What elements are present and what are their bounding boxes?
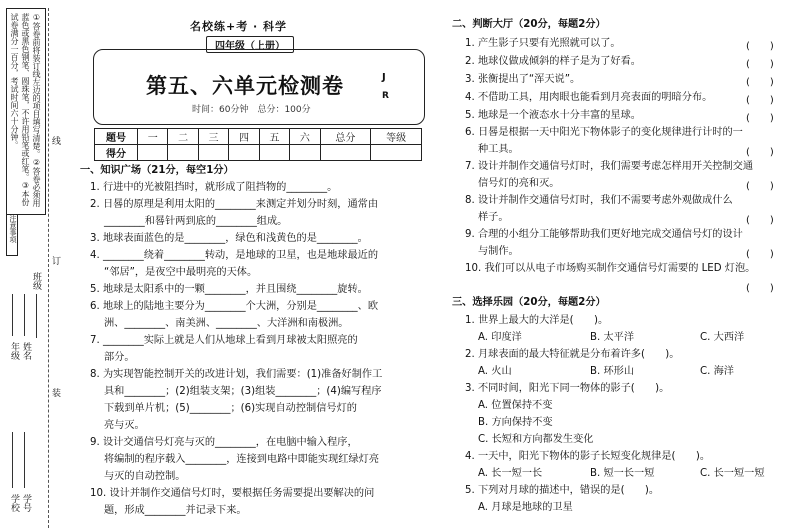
section3-title: 三、选择乐园（20分，每题2分） bbox=[452, 297, 606, 308]
list-item: 样子。 bbox=[478, 212, 509, 223]
answer-paren[interactable]: ( ) bbox=[746, 147, 774, 158]
list-item: 7. ________实际上就是人们从地球上看到月球被太阳照亮的 bbox=[90, 335, 358, 346]
list-item: 2. 日晷的原理是利用太阳的________来测定并划分时刻，通常由 bbox=[90, 199, 379, 210]
question: 2. 月球表面的最大特征就是分布着许多( )。 bbox=[465, 349, 680, 360]
side-mark-j: J bbox=[382, 72, 386, 83]
option[interactable]: C. 长一短一短 bbox=[700, 468, 765, 479]
notice-box bbox=[6, 8, 46, 215]
question: 1. 世界上最大的大洋是( )。 bbox=[465, 315, 609, 326]
answer-paren[interactable]: ( ) bbox=[746, 249, 774, 260]
table-cell: 三 bbox=[198, 129, 228, 145]
answer-paren[interactable]: ( ) bbox=[746, 95, 774, 106]
grade-tag: 四年级（上册） bbox=[206, 36, 294, 53]
option[interactable]: A. 位置保持不变 bbox=[478, 400, 553, 411]
answer-paren[interactable]: ( ) bbox=[746, 113, 774, 124]
score-table bbox=[94, 128, 422, 161]
page-title: 第五、六单元检测卷 bbox=[146, 74, 344, 98]
id-label: 学号 bbox=[21, 494, 31, 512]
option[interactable]: C. 长短和方向都发生变化 bbox=[478, 434, 594, 445]
list-item: 9. 合理的小组分工能够帮助我们更好地完成交通信号灯的设计 bbox=[465, 229, 743, 240]
table-cell: 六 bbox=[290, 129, 320, 145]
list-item: 5. 地球是一个液态水十分丰富的星球。 bbox=[465, 110, 641, 121]
answer-paren[interactable]: ( ) bbox=[746, 181, 774, 192]
option[interactable]: B. 环形山 bbox=[590, 366, 635, 377]
list-item: 下载到单片机；(5)________；(6)实现自动控制信号灯的 bbox=[104, 403, 357, 414]
brand: 名校练+考 · 科学 bbox=[190, 20, 288, 33]
list-item: 1. 行进中的光被阻挡时，就形成了阻挡物的________。 bbox=[90, 182, 338, 193]
score-cell[interactable] bbox=[320, 145, 371, 161]
score-cell[interactable] bbox=[229, 145, 259, 161]
mark-ding: 订 bbox=[52, 257, 62, 267]
list-item: 7. 设计并制作交通信号灯时，我们需要考虑怎样用开关控制交通 bbox=[465, 161, 754, 172]
option[interactable]: C. 大西洋 bbox=[700, 332, 745, 343]
list-item: 8. 为实现智能控制开关的改进计划，我们需要：(1)准备好制作工 bbox=[90, 369, 383, 380]
exam-meta: 时间：60分钟 总分：100分 bbox=[192, 105, 311, 115]
list-item: 8. 设计并制作交通信号灯时，我们不需要考虑外观做成什么 bbox=[465, 195, 733, 206]
option[interactable]: C. 海洋 bbox=[700, 366, 734, 377]
list-item: 10. 我们可以从电子市场购买制作交通信号灯需要的 LED 灯泡。 bbox=[465, 263, 756, 274]
mark-zhuang: 装 bbox=[52, 389, 62, 399]
list-item: 4. 不借助工具，用肉眼也能看到月亮表面的明暗分布。 bbox=[465, 92, 713, 103]
id-field[interactable] bbox=[24, 432, 25, 488]
list-item: 信号灯的亮和灭。 bbox=[478, 178, 560, 189]
table-cell: 五 bbox=[259, 129, 289, 145]
option[interactable]: A. 长一短一长 bbox=[478, 468, 543, 479]
table-row bbox=[95, 145, 422, 161]
table-cell: 题号 bbox=[95, 129, 138, 145]
grade-label: 年级 bbox=[9, 342, 19, 360]
score-cell[interactable] bbox=[259, 145, 289, 161]
side-mark-r: R bbox=[382, 91, 389, 101]
list-item: 9. 设计交通信号灯亮与灭的________，在电脑中输入程序， bbox=[90, 437, 358, 448]
table-cell: 总分 bbox=[320, 129, 371, 145]
score-cell[interactable] bbox=[290, 145, 320, 161]
answer-paren[interactable]: ( ) bbox=[746, 41, 774, 52]
grade-field[interactable] bbox=[12, 294, 13, 336]
list-item: 与制作。 bbox=[478, 246, 519, 257]
table-cell: 等级 bbox=[371, 129, 422, 145]
score-cell[interactable] bbox=[198, 145, 228, 161]
list-item: 将编制的程序载入________，连接到电路中即能实现红绿灯亮 bbox=[104, 454, 380, 465]
option[interactable]: A. 火山 bbox=[478, 366, 512, 377]
answer-paren[interactable]: ( ) bbox=[746, 215, 774, 226]
name-label: 姓名 bbox=[21, 342, 31, 360]
list-item: 与灭的自动控制。 bbox=[104, 471, 186, 482]
list-item: ________和晷针两到底的________组成。 bbox=[104, 216, 288, 227]
student-info bbox=[6, 262, 46, 528]
list-item: 种工具。 bbox=[478, 144, 519, 155]
table-row bbox=[95, 129, 422, 145]
question: 4. 一天中，阳光下物体的影子长短变化规律是( )。 bbox=[465, 451, 711, 462]
score-cell[interactable] bbox=[138, 145, 168, 161]
section1-title: 一、知识广场（21分，每空1分） bbox=[80, 165, 234, 176]
question: 5. 下列对月球的描述中，错误的是( )。 bbox=[465, 485, 660, 496]
list-item: 洲、________、南美洲、________、大洋洲和南极洲。 bbox=[104, 318, 349, 329]
list-item: 2. 地球仪做成倾斜的样子是为了好看。 bbox=[465, 56, 641, 67]
list-item: 亮与灭。 bbox=[104, 420, 145, 431]
table-cell: 二 bbox=[168, 129, 198, 145]
seal-label: 注意事项 bbox=[9, 215, 17, 243]
list-item: 5. 地球是太阳系中的一颗________，并且围绕________旋转。 bbox=[90, 284, 368, 295]
class-field[interactable] bbox=[36, 294, 37, 338]
option[interactable]: B. 短一长一短 bbox=[590, 468, 655, 479]
list-item: 部分。 bbox=[104, 352, 135, 363]
list-item: 1. 产生影子只要有光照就可以了。 bbox=[465, 38, 621, 49]
list-item: 题，形成________并记录下来。 bbox=[104, 505, 247, 516]
seal-label-box bbox=[6, 214, 18, 256]
option[interactable]: B. 方向保持不变 bbox=[478, 417, 553, 428]
list-item: 6. 地球上的陆地主要分为________个大洲，分别是________、欧 bbox=[90, 301, 379, 312]
option[interactable]: A. 印度洋 bbox=[478, 332, 522, 343]
list-item: 3. 地球表面蓝色的是________，绿色和浅黄色的是________。 bbox=[90, 233, 368, 244]
score-cell[interactable] bbox=[168, 145, 198, 161]
section2-title: 二、判断大厅（20分，每题2分） bbox=[452, 19, 606, 30]
list-item: 3. 张衡提出了“浑天说”。 bbox=[465, 74, 581, 85]
list-item: 6. 日晷是根据一天中阳光下物体影子的变化规律进行计时的一 bbox=[465, 127, 743, 138]
binding-line bbox=[48, 8, 49, 528]
list-item: 具和________；(2)组装支架；(3)组装________；(4)编写程序 bbox=[104, 386, 382, 397]
option[interactable]: B. 太平洋 bbox=[590, 332, 635, 343]
table-cell: 四 bbox=[229, 129, 259, 145]
list-item: 10. 设计并制作交通信号灯时，要根据任务需要提出要解决的问 bbox=[90, 488, 375, 499]
notice-text: ①答卷前将装订线左边的项目填写清楚。②答卷必须用蓝色或黑色钢笔、圆珠笔，不许用铅笔或红笔。③本份试卷满分一百分，考试时间六十分钟。 bbox=[10, 13, 41, 207]
answer-paren[interactable]: ( ) bbox=[746, 77, 774, 88]
answer-paren[interactable]: ( ) bbox=[746, 283, 774, 294]
class-label: 班级 bbox=[31, 272, 41, 290]
school-field[interactable] bbox=[12, 432, 13, 488]
score-cell[interactable] bbox=[371, 145, 422, 161]
mark-xian: 线 bbox=[52, 137, 62, 147]
name-field[interactable] bbox=[24, 294, 25, 336]
list-item: 4. ________绕着________转动，是地球的卫星，也是地球最近的 bbox=[90, 250, 379, 261]
option[interactable]: A. 月球是地球的卫星 bbox=[478, 502, 573, 513]
table-cell: 得分 bbox=[95, 145, 138, 161]
school-label: 学校 bbox=[9, 494, 19, 512]
answer-paren[interactable]: ( ) bbox=[746, 59, 774, 70]
table-cell: 一 bbox=[138, 129, 168, 145]
question: 3. 不同时间，阳光下同一物体的影子( )。 bbox=[465, 383, 670, 394]
list-item: “邻居”，是夜空中最明亮的天体。 bbox=[104, 267, 258, 278]
